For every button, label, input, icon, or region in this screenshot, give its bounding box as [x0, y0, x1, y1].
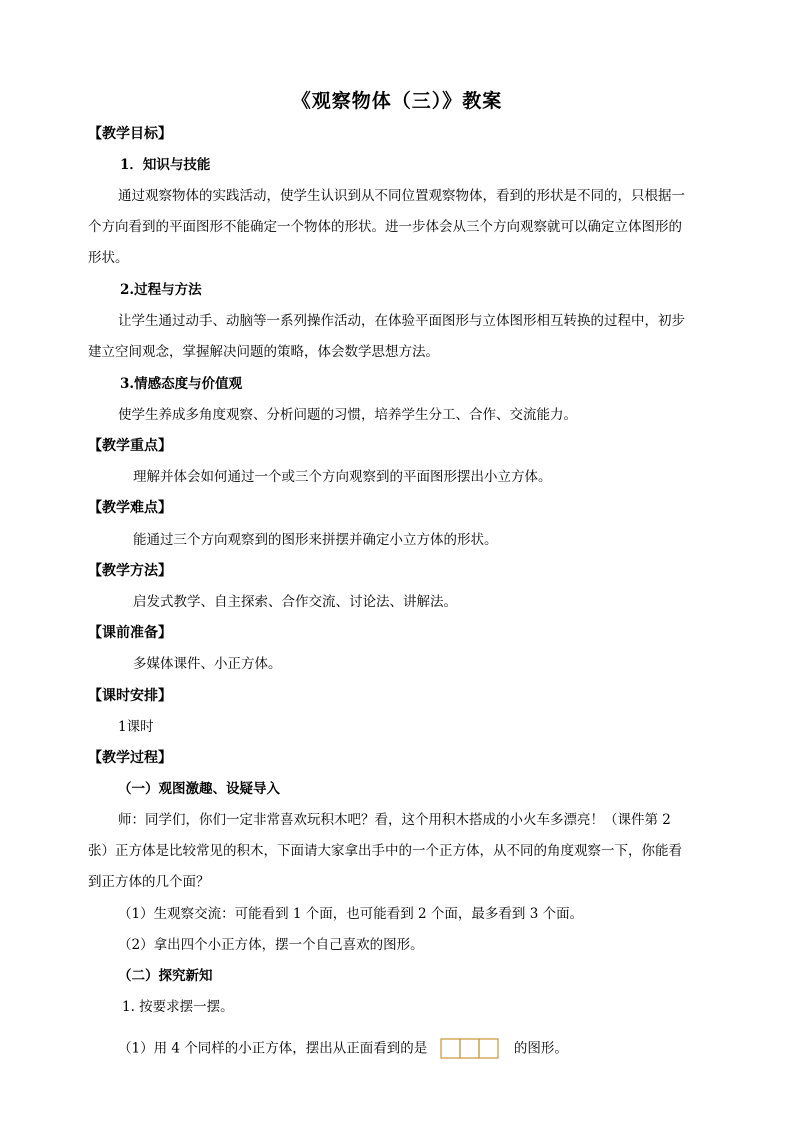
goals-s2-title: 2.过程与方法	[120, 282, 202, 298]
goals-s2-line: 让学生通过动手、动脑等一系列操作活动，在体验平面图形与立体图形相互转换的过程中，初步	[118, 313, 685, 329]
process-p2-item-figure-line	[118, 1038, 568, 1060]
goals-s1-line: 通过观察物体的实践活动，使学生认识到从不同位置观察物体，看到的形状是不同的，只根据一	[118, 188, 685, 204]
process-p1-item: （2）拿出四个小正方体，摆一个自己喜欢的图形。	[118, 937, 424, 953]
method-text: 启发式教学、自主探索、合作交流、讨论法、讲解法。	[133, 594, 457, 610]
three-squares-figure	[440, 1038, 500, 1060]
process-p2-title: （二）探究新知	[118, 968, 213, 984]
key-text: 理解并体会如何通过一个或三个方向观察到的平面图形摆出小立方体。	[133, 469, 552, 485]
prep-text: 多媒体课件、小正方体。	[133, 656, 282, 672]
goals-s3-line: 使学生养成多角度观察、分析问题的习惯，培养学生分工、合作、交流能力。	[118, 407, 577, 423]
goals-s1-line: 个方向看到的平面图形不能确定一个物体的形状。进一步体会从三个方向观察就可以确定立体图形的	[88, 219, 682, 235]
process-p1-item: （1）生观察交流：可能看到 1 个面，也可能看到 2 个面，最多看到 3 个面。	[118, 906, 584, 922]
figure-line-pre: （1）用 4 个同样的小正方体，摆出从正面看到的是	[118, 1040, 428, 1057]
goals-heading: 【教学目标】	[88, 126, 172, 142]
goals-s1-title: 1．知识与技能	[120, 157, 211, 173]
difficult-text: 能通过三个方向观察到的图形来拼摆并确定小立方体的形状。	[133, 532, 498, 548]
figure-line-post: 的图形。	[513, 1040, 568, 1057]
goals-s2-line: 建立空间观念，掌握解决问题的策略，体会数学思想方法。	[88, 344, 439, 360]
schedule-text: 1课时	[118, 719, 154, 735]
schedule-heading: 【课时安排】	[88, 688, 172, 704]
difficult-heading: 【教学难点】	[88, 500, 172, 516]
page-title: 《观察物体（三）》教案	[291, 90, 503, 112]
process-p1-line: 师：同学们，你们一定非常喜欢玩积木吧？看，这个用积木搭成的小火车多漂亮！（课件第 2	[118, 812, 671, 828]
process-p2-item: 1. 按要求摆一摆。	[122, 999, 234, 1015]
process-p1-title: （一）观图激趣、设疑导入	[118, 781, 280, 797]
process-p1-line: 张）正方体是比较常见的积木，下面请大家拿出手中的一个正方体，从不同的角度观察一下，你能看	[88, 843, 682, 859]
goals-s3-title: 3.情感态度与价值观	[120, 376, 243, 392]
process-heading: 【教学过程】	[88, 750, 172, 766]
process-p1-line: 到正方体的几个面？	[88, 874, 210, 890]
key-heading: 【教学重点】	[88, 438, 172, 454]
method-heading: 【教学方法】	[88, 563, 172, 579]
prep-heading: 【课前准备】	[88, 625, 172, 641]
goals-s1-line: 形状。	[88, 250, 129, 266]
